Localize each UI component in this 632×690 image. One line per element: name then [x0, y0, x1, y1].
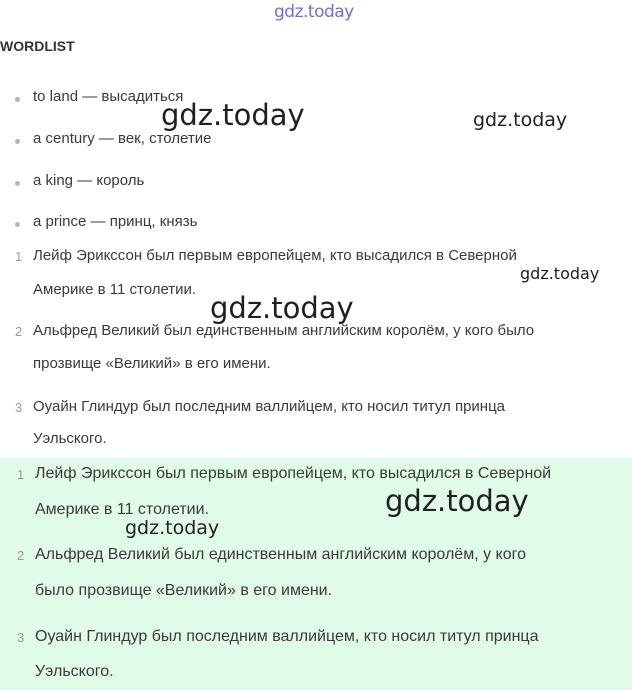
answer-number: 3	[17, 630, 25, 645]
answer-line: Оуайн Глиндур был последним валлийцем, кто носил титул принца	[35, 628, 539, 645]
bullet-icon	[15, 97, 20, 102]
watermark: gdz.today	[385, 484, 529, 518]
sentence-line: Альфред Великий был единственным английским королём, у кого было	[33, 322, 535, 339]
wordlist-item: a prince — принц, князь	[33, 213, 198, 230]
answer-line: было прозвище «Великий» в его имени.	[35, 582, 333, 599]
watermark: gdz.today	[520, 264, 600, 283]
watermark: gdz.today	[473, 109, 568, 131]
wordlist-item: a century — век, столетие	[33, 130, 212, 147]
answer-panel	[0, 458, 632, 690]
wordlist-item: to land — высадиться	[33, 88, 184, 105]
sentence-line: Оуайн Глиндур был последним валлийцем, кто носил титул принца	[33, 398, 506, 415]
watermark: gdz.today	[210, 291, 354, 325]
sentence-number: 3	[15, 400, 23, 415]
bullet-icon	[15, 181, 20, 186]
answer-line: Уэльского.	[35, 663, 114, 680]
sentence-line: Уэльского.	[33, 430, 107, 447]
answer-number: 1	[17, 467, 25, 482]
answer-line: Альфред Великий был единственным английским королём, у кого	[35, 546, 526, 563]
sentence-number: 1	[15, 249, 23, 264]
sentence-line: Лейф Эрикссон был первым европейцем, кто высадился в Северной	[33, 247, 517, 264]
bullet-icon	[15, 222, 20, 227]
answer-number: 2	[17, 548, 25, 563]
wordlist-item: a king — король	[33, 172, 145, 189]
answer-line: Америке в 11 столетии.	[35, 501, 209, 518]
answer-line: Лейф Эрикссон был первым европейцем, кто высадился в Северной	[35, 465, 552, 482]
sentence-line: Америке в 11 столетии.	[33, 281, 197, 298]
watermark: gdz.today	[125, 517, 220, 539]
bullet-icon	[15, 139, 20, 144]
sentence-number: 2	[15, 324, 23, 339]
sentence-line: прозвище «Великий» в его имени.	[33, 355, 271, 372]
top-watermark: gdz.today	[274, 2, 354, 22]
wordlist-heading: WORDLIST	[0, 38, 75, 54]
watermark: gdz.today	[161, 98, 305, 132]
